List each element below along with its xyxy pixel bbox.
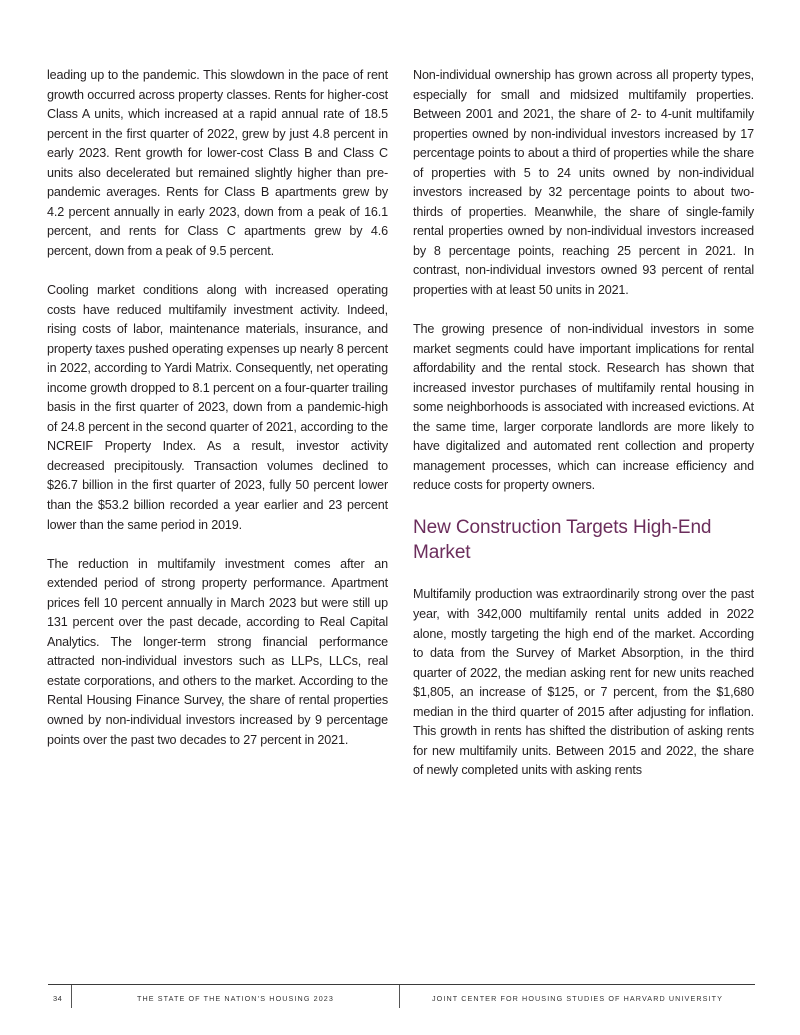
paragraph-cooling-market: Cooling market conditions along with increased operating costs have reduced multifamily investment activity. Indeed, rising costs of labor, maintenance materials, insurance, and property taxes pushed operating expenses up nearly 8 percent in 2022, according to Yardi Matrix. Consequently, net operating income growth dropped to 8.1 percent on a four-quarter trailing basis in the first quarter of 2023, down from a pandemic-high of 24.8 percent in the second quarter of 2021, according to the NCREIF Property Index. As a result, investor activity decreased precipitously. Transaction volumes declined to $26.7 billion in the first quarter of 2023, fully 50 percent lower than the $53.2 billion recorded a year earlier and 23 percent lower than the same period in 2019.	[47, 282, 388, 532]
left-column	[47, 66, 388, 770]
paragraph-rent-growth: leading up to the pandemic. This slowdown in the pace of rent growth occurred across property classes. Rents for higher-cost Class A units, which increased at a rapid annual rate of 18.5 percent in the first quarter of 2022, grew by just 4.8 percent in early 2023. Rent growth for lower-cost Class B and Class C units also decelerated but remained slightly higher than pre-pandemic averages. Rents for Class B apartments grew by 4.2 percent annually in early 2023, down from a peak of 16.1 percent, and rents for Class C apartments grew by 4.6 percent, down from a peak of 9.5 percent.	[47, 68, 388, 258]
organization-name: JOINT CENTER FOR HOUSING STUDIES OF HARVARD UNIVERSITY	[431, 994, 724, 1003]
paragraph-non-individual-ownership: Non-individual ownership has grown across all property types, especially for small and midsized multifamily properties. Between 2001 and 2021, the share of 2- to 4-unit multifamily properties owned by non-individual investors increased by 17 percentage points to about a third of properties while the share of properties with 5 to 24 units owned by non-individual investors increased by 32 percentage points to about two-thirds of properties. Meanwhile, the share of single-family rental properties owned by non-individual investors increased by 8 percentage points, reaching 25 percent in 2021. In contrast, non-individual investors owned 93 percent of rental properties with at least 50 units in 2021.	[413, 68, 754, 298]
paragraph-multifamily-production: Multifamily production was extraordinarily strong over the past year, with 342,000 multifamily rental units added in 2022 alone, mostly targeting the high end of the market. According to data from the Survey of Market Absorption, in the third quarter of 2022, the median asking rent for new units reached $1,805, an increase of $125, or 7 percent, from the $1,680 median in the third quarter of 2015 after adjusting for inflation. This growth in rents has shifted the distribution of asking rents for new multifamily units. Between 2015 and 2022, the share of newly completed units with asking rents	[413, 587, 754, 778]
page-number: 34	[53, 994, 63, 1003]
paragraph-investor-presence: The growing presence of non-individual investors in some market segments could have important implications for rental affordability and the rental stock. Research has shown that increased investor purchases of multifamily rental housing in some neighborhoods is associated with increased evictions. At the same time, larger corporate landlords are more likely to have digitalized and automated rent collection and property management processes, which can increase efficiency and reduce costs for property owners.	[413, 322, 754, 493]
right-column	[413, 66, 754, 800]
page-footer	[48, 984, 755, 1009]
section-heading: New Construction Targets High-End Market	[413, 517, 712, 564]
publication-title: THE STATE OF THE NATION’S HOUSING 2023	[136, 994, 335, 1003]
paragraph-investment-reduction: The reduction in multifamily investment comes after an extended period of strong property performance. Apartment prices fell 10 percent annually in March 2023 but were still up 131 percent over the past decade, according to Real Capital Analytics. The longer-term strong financial performance attracted non-individual investors such as LLPs, LLCs, real estate corporations, and others to the market. According to the Rental Housing Finance Survey, the share of rental properties owned by non-individual investors increased by 9 percentage points over the past two decades to 27 percent in 2021.	[47, 556, 388, 747]
